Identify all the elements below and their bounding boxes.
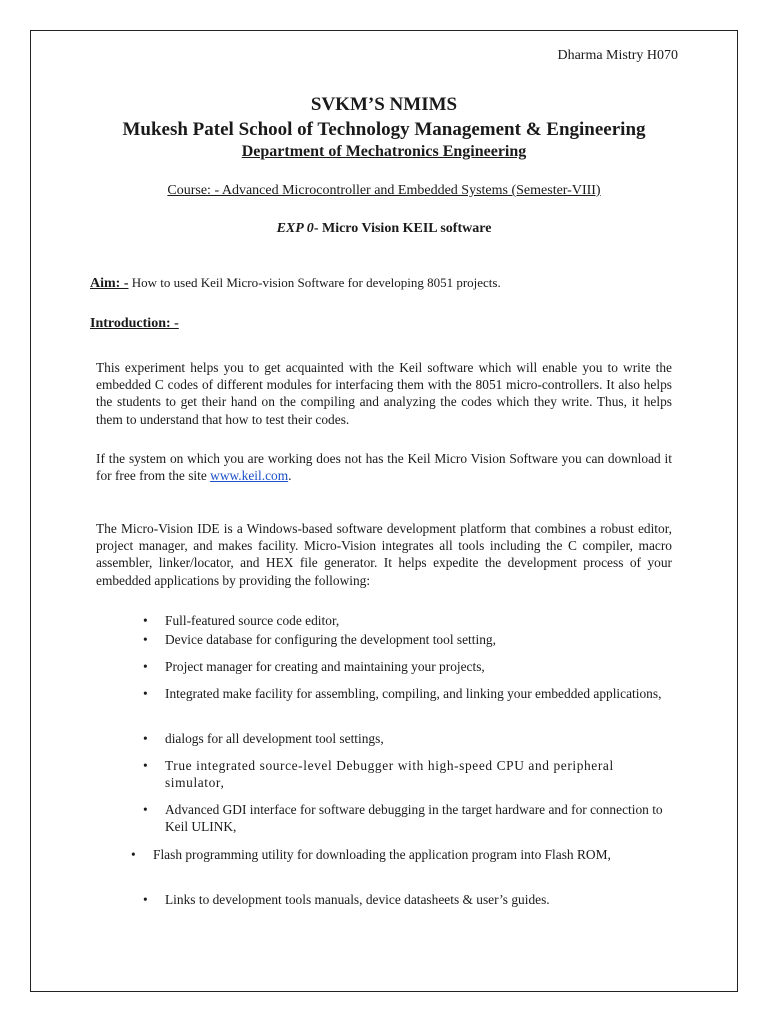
bullet-icon: •: [143, 659, 148, 674]
list-item-text: Device database for configuring the development tool setting,: [165, 632, 496, 647]
experiment-number: EXP 0: [276, 221, 314, 236]
bullet-icon: •: [143, 892, 148, 907]
bullet-icon: •: [143, 686, 148, 701]
list-item-text: dialogs for all development tool settings,: [165, 731, 384, 746]
intro-paragraph-1: This experiment helps you to get acquainted with the Keil software which will enable you to write the embedded C codes of different modules for interfacing them with the 8051 micro-controllers. It also helps the students to get their hand on the compiling and analyzing the codes which they write. Thus, it helps them to understand that how to test their codes.: [96, 360, 672, 427]
bullet-icon: •: [143, 613, 148, 628]
aim-text: How to used Keil Micro-vision Software for developing 8051 projects.: [128, 275, 501, 290]
paragraph-2-end: .: [288, 468, 292, 484]
intro-paragraph-3: The Micro-Vision IDE is a Windows-based software development platform that combines a robust editor, project manager, and makes facility. Micro-Vision integrates all tools including the C compiler, macro assembler, linker/locator, and HEX file generator. It helps expedite the development process of your embedded applications by providing the following:: [96, 521, 672, 588]
list-item: [143, 801, 665, 835]
school-title: Mukesh Patel School of Technology Management & Engineering: [122, 119, 646, 140]
bullet-icon: •: [131, 847, 136, 862]
aim-label: Aim: -: [90, 276, 129, 291]
list-item: [143, 891, 665, 908]
list-item: [131, 846, 623, 863]
institution-title: SVKM’S NMIMS: [310, 94, 458, 115]
list-item-text: Integrated make facility for assembling, compiling, and linking your embedded applications,: [165, 686, 662, 701]
bullet-icon: •: [143, 802, 148, 817]
list-item-text: True integrated source-level Debugger with high-speed CPU and peripheral simulator,: [165, 758, 614, 790]
paragraph-2-text: If the system on which you are working does not has the Keil Micro Vision Software you can download it for free from the site: [96, 451, 672, 484]
bullet-icon: •: [143, 731, 148, 746]
department-title: Department of Mechatronics Engineering: [241, 143, 527, 160]
author-line: Dharma Mistry H070: [557, 48, 678, 63]
list-item-text: Full-featured source code editor,: [165, 613, 340, 628]
intro-paragraph-2: [96, 450, 672, 484]
list-item-text: Links to development tools manuals, device datasheets & user’s guides.: [165, 892, 550, 907]
list-item-text: Advanced GDI interface for software debugging in the target hardware and for connection to Keil ULINK,: [165, 802, 663, 834]
list-item: [143, 631, 665, 648]
introduction-heading: Introduction: -: [90, 316, 179, 331]
experiment-name: - Micro Vision KEIL software: [313, 221, 492, 236]
list-item: [143, 730, 665, 747]
aim-line: [90, 275, 501, 292]
list-item: [143, 757, 625, 791]
list-item-text: Flash programming utility for downloading the application program into Flash ROM,: [153, 847, 611, 862]
bullet-icon: •: [143, 632, 148, 647]
list-item: [143, 612, 665, 629]
bullet-icon: •: [143, 758, 149, 773]
list-item-text: Project manager for creating and maintaining your projects,: [165, 659, 485, 674]
keil-website-link[interactable]: www.keil.com: [210, 468, 289, 484]
list-item: [143, 685, 665, 702]
experiment-title: [30, 221, 738, 237]
list-item: [143, 658, 665, 675]
course-line: Course: - Advanced Microcontroller and Embedded Systems (Semester-VIII): [167, 183, 601, 198]
